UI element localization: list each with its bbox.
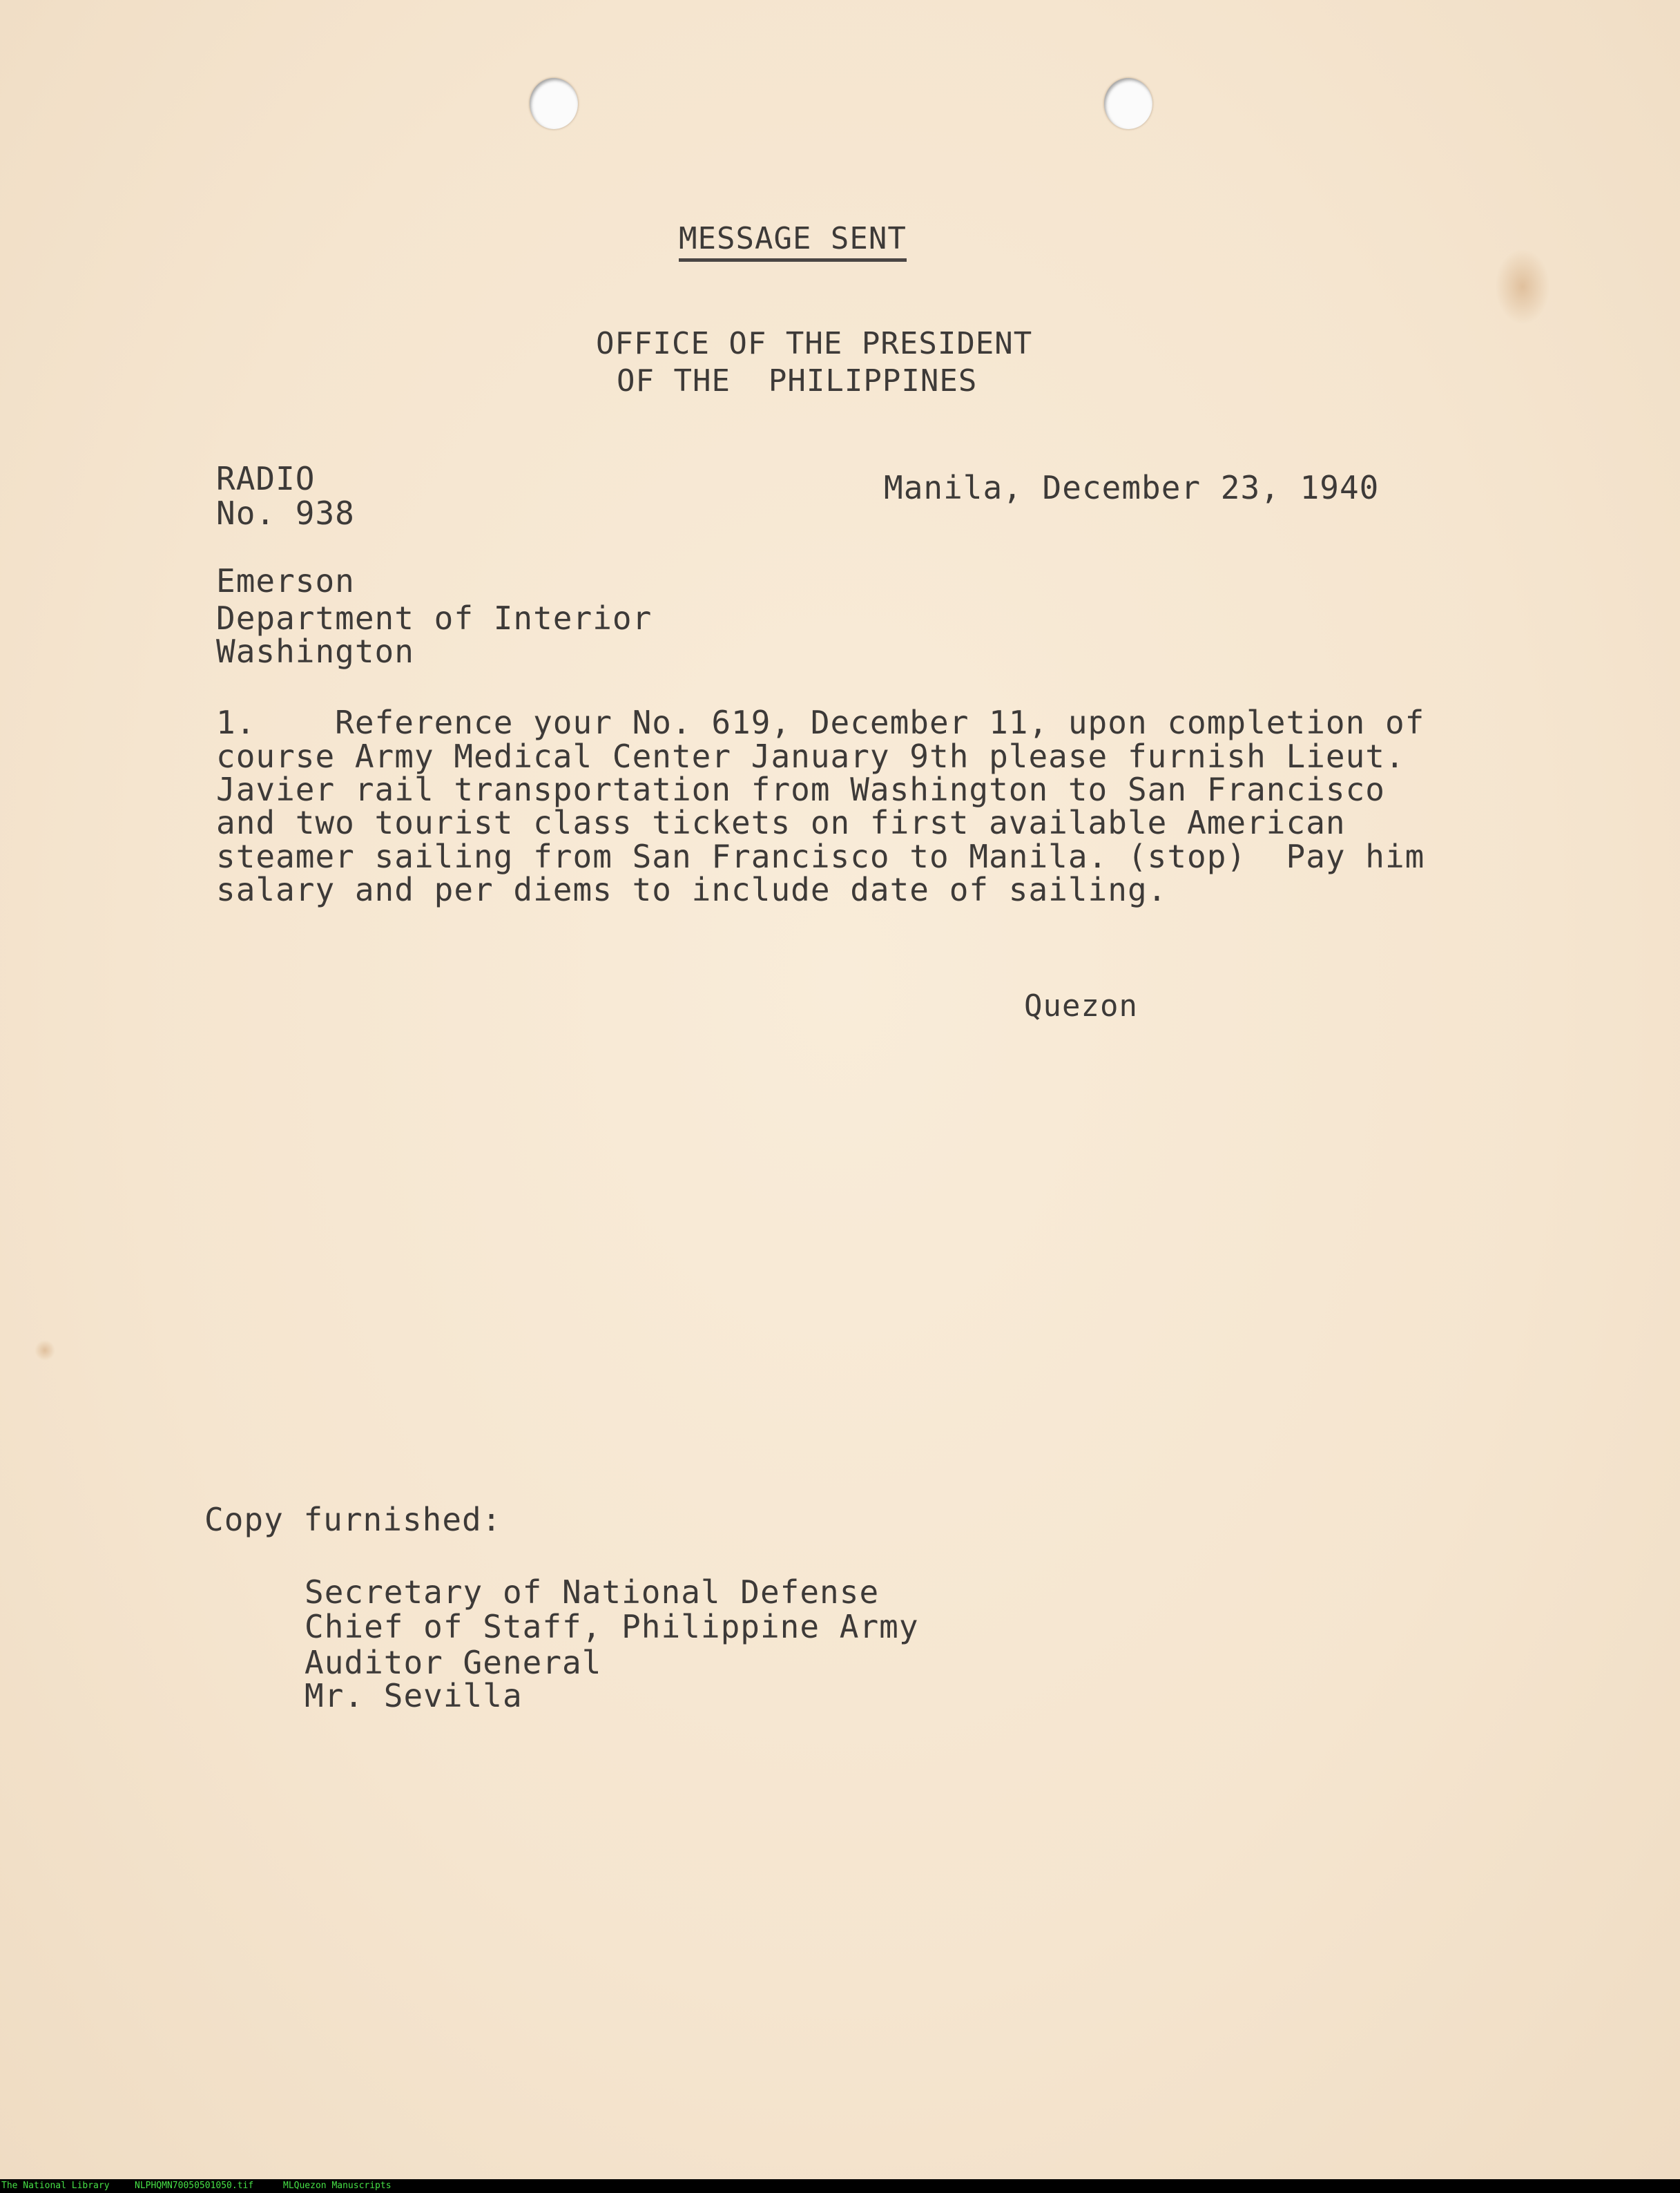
body-line: steamer sailing from San Francisco to Manila. (stop) Pay him <box>216 838 1425 875</box>
addressee-city: Washington <box>216 633 414 670</box>
footer-library: The National Library <box>1 2181 110 2191</box>
paper-stain <box>1495 249 1550 325</box>
document-title: MESSAGE SENT <box>679 224 907 262</box>
copy-recipient: Mr. Sevilla <box>305 1677 523 1714</box>
signature: Quezon <box>1024 988 1138 1024</box>
punch-hole-left <box>530 78 578 129</box>
footer-collection: MLQuezon Manuscripts <box>283 2181 392 2191</box>
copy-recipient: Auditor General <box>305 1644 602 1681</box>
paper-stain <box>35 1340 55 1361</box>
dateline: Manila, December 23, 1940 <box>884 469 1380 506</box>
message-number: No. 938 <box>216 495 355 532</box>
archive-footer <box>0 2179 1680 2193</box>
addressee-department: Department of Interior <box>216 600 653 637</box>
office-heading-line-2: OF THE PHILIPPINES <box>617 363 978 399</box>
footer-file: NLPHQMN70050501050.tif <box>135 2181 254 2191</box>
copy-furnished-label: Copy furnished: <box>204 1501 502 1538</box>
addressee-name: Emerson <box>216 562 355 600</box>
body-line: course Army Medical Center January 9th please furnish Lieut. <box>216 738 1405 775</box>
office-heading-line-1: OFFICE OF THE PRESIDENT <box>596 326 1033 361</box>
message-type: RADIO <box>216 460 316 497</box>
punch-hole-right <box>1104 78 1152 129</box>
body-line: 1. Reference your No. 619, December 11, upon completion of <box>216 704 1425 741</box>
copy-recipient: Chief of Staff, Philippine Army <box>305 1608 919 1645</box>
body-line: salary and per diems to include date of sailing. <box>216 871 1168 908</box>
copy-recipient: Secretary of National Defense <box>305 1573 880 1611</box>
body-line: and two tourist class tickets on first available American <box>216 804 1346 841</box>
body-line: Javier rail transportation from Washington to San Francisco <box>216 771 1385 808</box>
